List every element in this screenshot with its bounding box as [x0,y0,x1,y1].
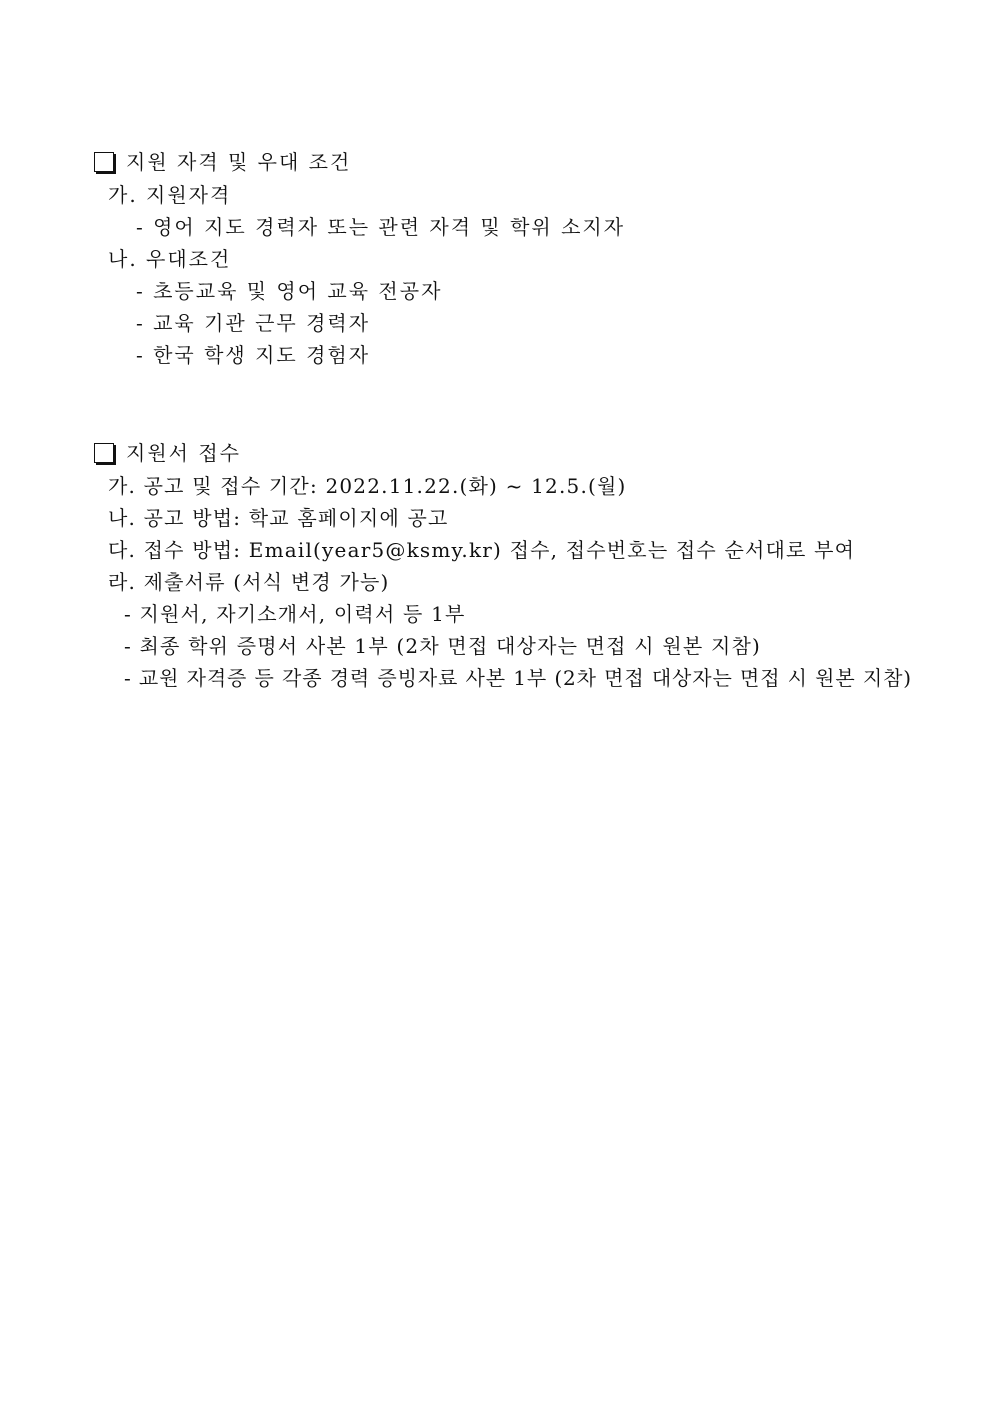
section-heading [94,438,912,470]
checkbox-square-icon [94,443,114,463]
section-qualifications [94,147,625,371]
item-label: 가. 공고 및 접수 기간: 2022.11.22.(화) ~ 12.5.(월) [108,474,627,498]
item-label: 가. 지원자격 [108,183,232,207]
item-label: 다. 접수 방법: Email(year5@ksmy.kr) 접수, 접수번호는 접수 순서대로 부여 [108,538,856,562]
bullet-item: - 최종 학위 증명서 사본 1부 (2차 면접 대상자는 면접 시 원본 지참) [124,634,761,658]
bullet-item: - 교육 기관 근무 경력자 [136,311,371,335]
section-title: 지원서 접수 [126,441,241,465]
section-title: 지원 자격 및 우대 조건 [126,150,352,174]
checkbox-square-icon [94,152,114,172]
bullet-item: - 지원서, 자기소개서, 이력서 등 1부 [124,602,466,626]
bullet-item: - 영어 지도 경력자 또는 관련 자격 및 학위 소지자 [136,215,626,239]
section-heading [94,147,625,179]
bullet-item: - 교원 자격증 등 각종 경력 증빙자료 사본 1부 (2차 면접 대상자는 면접 시 원본 지참) [124,666,912,690]
section-application [94,438,912,694]
bullet-item: - 한국 학생 지도 경험자 [136,343,371,367]
item-label: 나. 공고 방법: 학교 홈페이지에 공고 [108,506,449,530]
item-label: 나. 우대조건 [108,247,232,271]
bullet-item: - 초등교육 및 영어 교육 전공자 [136,279,443,303]
item-label: 라. 제출서류 (서식 변경 가능) [108,570,390,594]
